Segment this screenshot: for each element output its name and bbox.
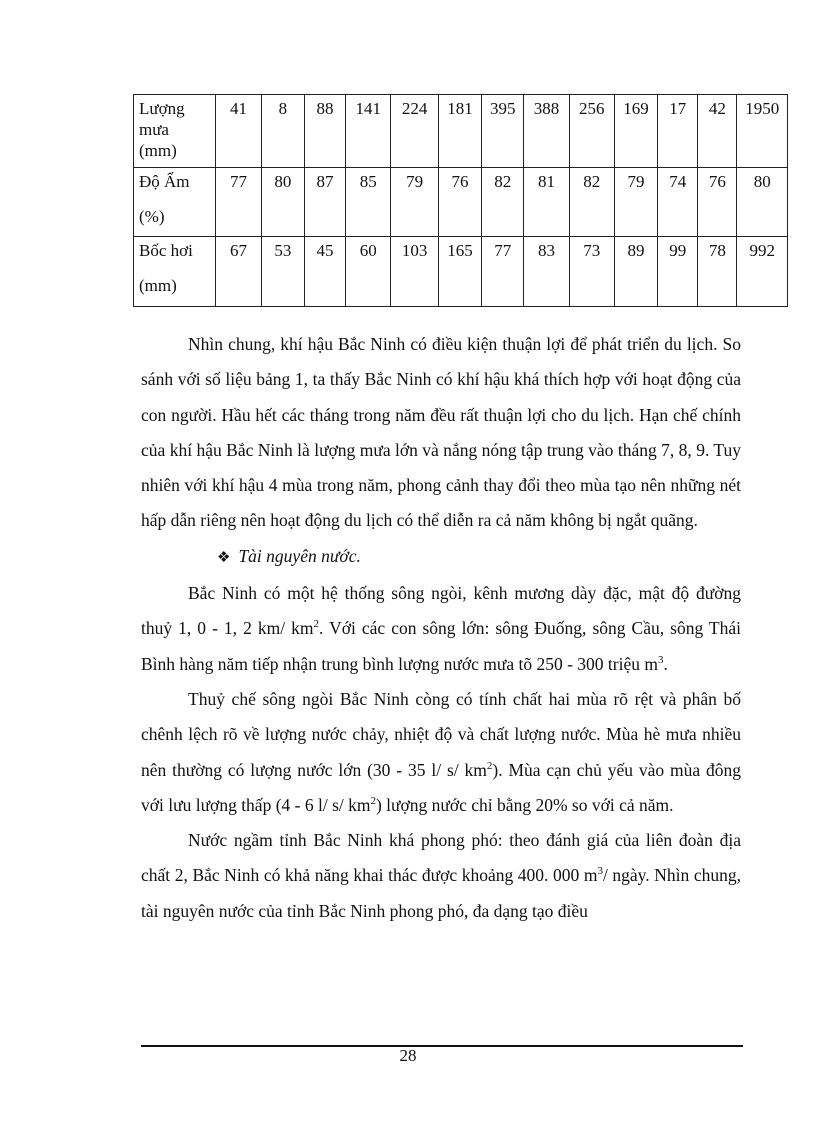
table-cell: 45 — [304, 237, 345, 307]
table-cell: 41 — [216, 95, 261, 168]
table-cell: 79 — [391, 168, 438, 237]
table-cell: 224 — [391, 95, 438, 168]
table-cell: 81 — [524, 168, 569, 237]
table-cell: 73 — [569, 237, 614, 307]
table-cell: 42 — [698, 95, 737, 168]
table-cell: 103 — [391, 237, 438, 307]
table-cell: 17 — [658, 95, 698, 168]
paragraph-hydrology: Thuỷ chế sông ngòi Bắc Ninh còng có tính chất hai mùa rõ rệt và phân bố chênh lệch rõ về lượng nước chảy, nhiệt độ và chất lượng nước. Mùa hè mưa nhiều nên thường có lượng nước lớn (30 - 35 l/ s/ $km^2$). Mùa cạn chủ yếu vào mùa đông với lưu lượng thấp (4 - 6 l/ s/ $km^2$) lượng nước chỉ bằng 20% so với cả năm. — [141, 688, 741, 815]
table-cell: 388 — [524, 95, 569, 168]
table-cell: 88 — [304, 95, 345, 168]
table-cell: 99 — [658, 237, 698, 307]
table-cell: 53 — [261, 237, 304, 307]
table-cell: 67 — [216, 237, 261, 307]
table-cell: 89 — [614, 237, 657, 307]
table-cell: 80 — [737, 168, 788, 237]
heading-text: Tài nguyên nước. — [238, 545, 361, 566]
row-label-humidity: Độ Ẩm (%) — [134, 168, 216, 237]
table-cell: 74 — [658, 168, 698, 237]
paragraph-climate-summary: Nhìn chung, khí hậu Bắc Ninh có điều kiện thuận lợi để phát triển du lịch. So sánh với số liệu bảng 1, ta thấy Bắc Ninh có khí hậu khá thích hợp với hoạt động của con người. Hầu hết các tháng trong năm đều rất thuận lợi cho du lịch. Hạn chế chính của khí hậu Bắc Ninh là lượng mưa lớn và nắng nóng tập trung vào tháng 7, 8, 9. Tuy nhiên với khí hậu 4 mùa trong năm, phong cảnh thay đổi theo mùa tạo nên những nét hấp dẫn riêng nên hoạt động du lịch có thể diễn ra cả năm không bị ngắt quãng. — [141, 334, 741, 531]
diamond-bullet-icon: ❖ — [217, 549, 231, 566]
table-cell: 165 — [438, 237, 481, 307]
table-row-evaporation — [134, 237, 788, 307]
paragraph-river-network: Bắc Ninh có một hệ thống sông ngòi, kênh mương dày đặc, mật độ đường thuỷ 1, 0 - 1, 2 km/ $km^2$. Với các con sông lớn: sông Đuống, sông Cầu, sông Thái Bình hàng năm tiếp nhận trung bình lượng nước mưa tõ 250 - 300 triệu $m^3$. — [141, 583, 741, 674]
table-cell: 60 — [346, 237, 391, 307]
paragraph-groundwater: Nước ngầm tỉnh Bắc Ninh khá phong phó: theo đánh giá của liên đoàn địa chất 2, Bắc Ninh có khả năng khai thác được khoảng 400. 000 $m^3/$ ngày. Nhìn chung, tài nguyên nước của tỉnh Bắc Ninh phong phó, đa dạng tạo điều — [141, 830, 741, 921]
table-row-rainfall — [134, 95, 788, 168]
table-cell: 82 — [569, 168, 614, 237]
table-cell: 87 — [304, 168, 345, 237]
table-cell: 141 — [346, 95, 391, 168]
table-cell: 1950 — [737, 95, 788, 168]
table-cell: 83 — [524, 237, 569, 307]
body-text — [141, 327, 741, 929]
table-cell: 79 — [614, 168, 657, 237]
table-cell: 77 — [216, 168, 261, 237]
table-cell: 395 — [482, 95, 524, 168]
table-cell: 77 — [482, 237, 524, 307]
section-heading-water-resources — [141, 539, 741, 576]
table-cell: 181 — [438, 95, 481, 168]
table-cell: 992 — [737, 237, 788, 307]
table-cell: 82 — [482, 168, 524, 237]
table-cell: 80 — [261, 168, 304, 237]
row-label-rainfall: Lượng mưa (mm) — [134, 95, 216, 168]
table-cell: 256 — [569, 95, 614, 168]
row-label-evaporation: Bốc hơi (mm) — [134, 237, 216, 307]
table-cell: 169 — [614, 95, 657, 168]
table-cell: 8 — [261, 95, 304, 168]
climate-table — [133, 94, 788, 307]
table-cell: 76 — [438, 168, 481, 237]
page-number: 28 — [399, 1046, 417, 1065]
table-row-humidity — [134, 168, 788, 237]
table-cell: 76 — [698, 168, 737, 237]
table-cell: 85 — [346, 168, 391, 237]
table-cell: 78 — [698, 237, 737, 307]
